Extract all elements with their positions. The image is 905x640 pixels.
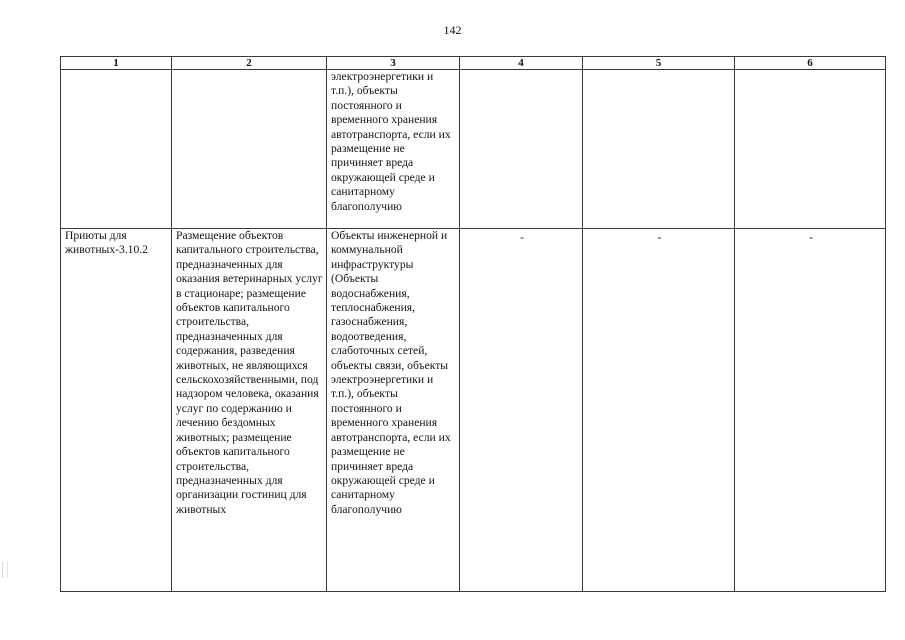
- table-cell: [61, 70, 172, 229]
- regulation-table: [60, 56, 886, 592]
- table-header-row: [61, 57, 886, 70]
- use-description-cell: Размещение объектов капитального строительства, предназначенных для оказания ветеринарных услуг в стационаре; размещение объектов капитального строительства, предназначенных для содержания, разведения животных, не являющихся сельскохозяйственными, под надзором человека, оказания услуг по содержанию и лечению бездомных животных; размещение объектов капитального строительства, предназначенных для организации гостиниц для животных: [172, 229, 327, 592]
- table-row: [61, 70, 886, 229]
- auxiliary-use-cell: Объекты инженерной и коммунальной инфраструктуры (Объекты водоснабжения, теплоснабжения, газоснабжения, водоотведения, слаботочных сетей, объекты связи, объекты электроэнергетики и т.п.), объекты постоянного и временного хранения автотранспорта, если их размещение не причиняет вреда окружающей среде и санитарному благополучию: [327, 229, 460, 592]
- table-cell: [172, 70, 327, 229]
- table-cell: [583, 70, 735, 229]
- column-header-6: 6: [735, 57, 886, 70]
- table-cell: -: [583, 229, 735, 592]
- table-cell: -: [735, 229, 886, 592]
- column-header-1: 1: [61, 57, 172, 70]
- table-cell: -: [460, 229, 583, 592]
- table-cell: [735, 70, 886, 229]
- page-number: 142: [443, 23, 462, 37]
- table-cell: [460, 70, 583, 229]
- column-header-4: 4: [460, 57, 583, 70]
- use-type-cell: Приюты для животных-3.10.2: [61, 229, 172, 592]
- column-header-5: 5: [583, 57, 735, 70]
- table-cell: электроэнергетики и т.п.), объекты постоянного и временного хранения автотранспорта, если их размещение не причиняет вреда окружающей среде и санитарному благополучию: [327, 70, 460, 229]
- column-header-2: 2: [172, 57, 327, 70]
- scan-artifact: [2, 562, 8, 578]
- column-header-3: 3: [327, 57, 460, 70]
- table-row: [61, 229, 886, 592]
